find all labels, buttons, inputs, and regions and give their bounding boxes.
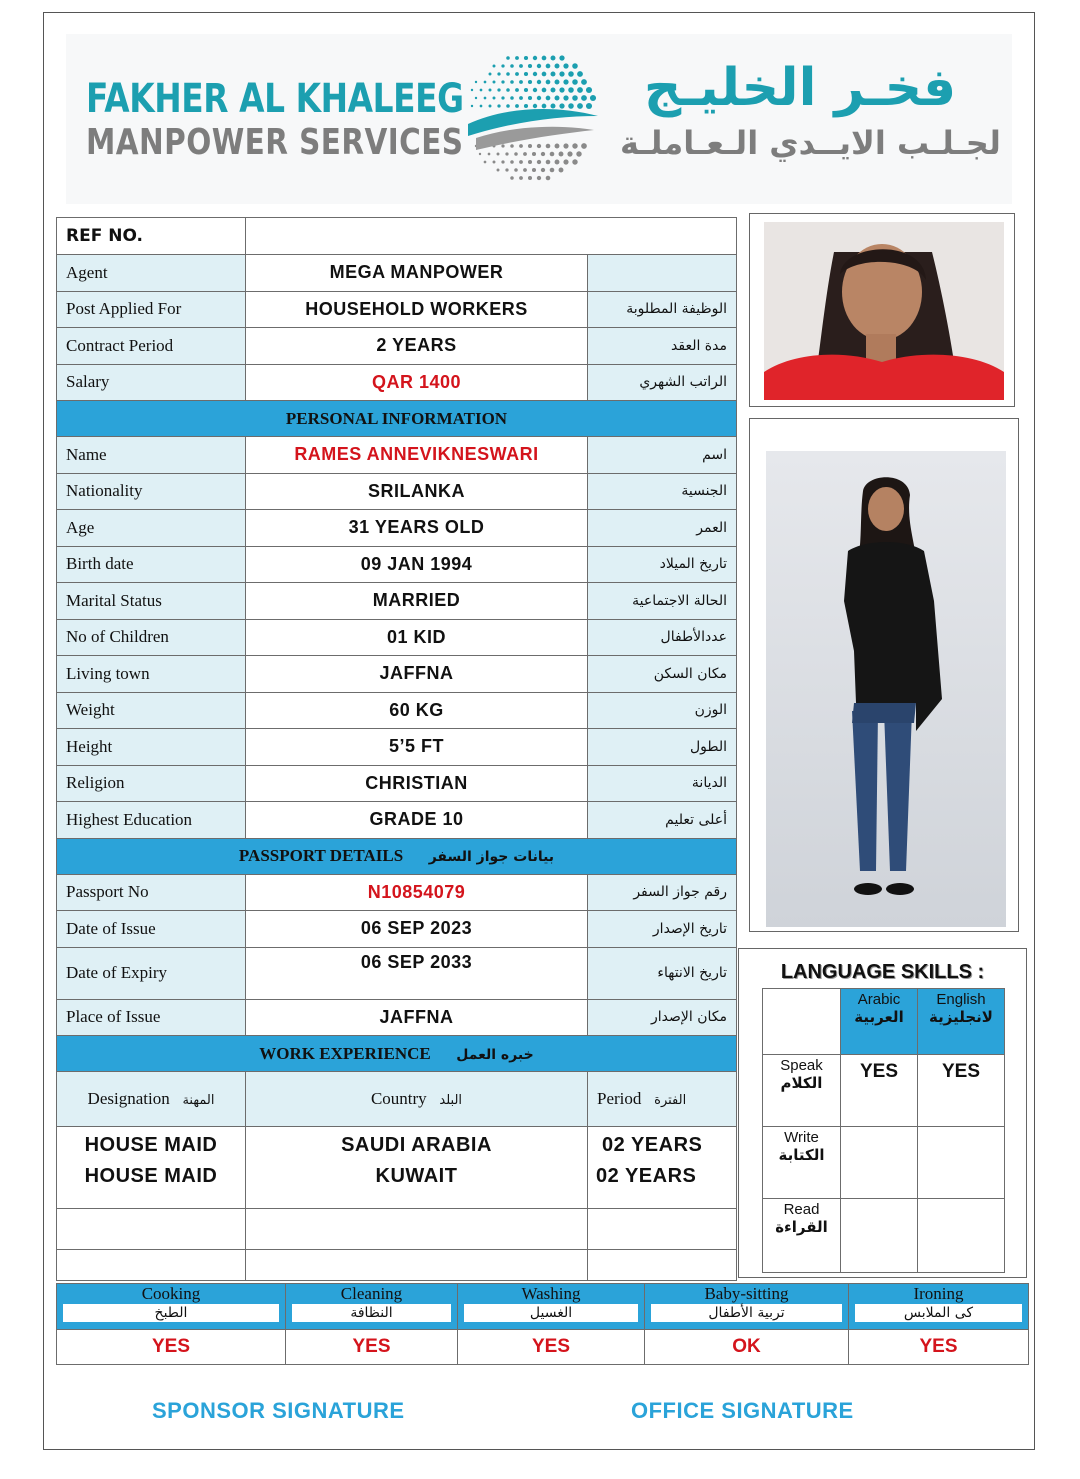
- skill-value-baby-sitting: OK: [645, 1330, 849, 1365]
- work-designation: HOUSE MAID: [57, 1127, 246, 1165]
- skill-value-cleaning: YES: [286, 1330, 458, 1365]
- row-value: JAFFNA: [246, 656, 588, 693]
- detail-row: [57, 765, 737, 802]
- row-value: N10854079: [246, 874, 588, 911]
- work-experience-section: [57, 1036, 737, 1072]
- row-value: 60 KG: [246, 692, 588, 729]
- brand-subtitle-en: MANPOWER SERVICES: [86, 122, 464, 163]
- row-label: Marital Status: [57, 583, 246, 620]
- work-period: [588, 1250, 737, 1281]
- row-value: QAR 1400: [246, 364, 588, 401]
- detail-row: [57, 947, 737, 999]
- work-country: SAUDI ARABIA: [246, 1127, 588, 1165]
- section-title-ar: بيانات جواز السفر: [428, 849, 555, 865]
- detail-row: [57, 692, 737, 729]
- row-label: Agent: [57, 255, 246, 292]
- detail-row: [57, 874, 737, 911]
- full-body-photo: [749, 418, 1019, 932]
- detail-row: [57, 364, 737, 401]
- row-label: Weight: [57, 692, 246, 729]
- detail-row: [57, 656, 737, 693]
- cv-details-table: [56, 217, 737, 1072]
- row-label-ar: الديانة: [588, 765, 737, 802]
- work-designation: [57, 1250, 246, 1281]
- household-skills-table: [56, 1283, 1029, 1365]
- section-title: PERSONAL INFORMATION: [285, 408, 508, 428]
- language-skills-title: LANGUAGE SKILLS :: [780, 961, 985, 983]
- row-label-ar: [588, 255, 737, 292]
- language-col-arabic: Arabic العربية: [841, 989, 918, 1055]
- row-value: JAFFNA: [246, 999, 588, 1036]
- language-row-speak: Speak الكلام: [763, 1055, 841, 1127]
- work-country: [246, 1209, 588, 1250]
- sponsor-signature-label: SPONSOR SIGNATURE: [152, 1398, 405, 1423]
- row-label-ar: تاريخ الإصدار: [588, 911, 737, 948]
- work-period: 02 YEARS: [588, 1165, 737, 1209]
- detail-row: [57, 437, 737, 474]
- ref-row: [57, 218, 737, 255]
- row-value: 31 YEARS OLD: [246, 510, 588, 547]
- headshot-photo: [749, 213, 1015, 407]
- row-value: CHRISTIAN: [246, 765, 588, 802]
- language-row-write: Write الكتابة: [763, 1127, 841, 1199]
- row-label: Living town: [57, 656, 246, 693]
- read-arabic-value: [841, 1199, 918, 1273]
- row-label: Birth date: [57, 546, 246, 583]
- work-designation: HOUSE MAID: [57, 1165, 246, 1209]
- full-body-icon: [766, 451, 1006, 927]
- row-label: Religion: [57, 765, 246, 802]
- row-value: HOUSEHOLD WORKERS: [246, 291, 588, 328]
- row-label-ar: اسم: [588, 437, 737, 474]
- row-label-ar: مدة العقد: [588, 328, 737, 365]
- row-label-ar: الحالة الاجتماعية: [588, 583, 737, 620]
- detail-row: [57, 291, 737, 328]
- row-label-ar: رقم جواز السفر: [588, 874, 737, 911]
- designation-header: Designation المهنة: [57, 1072, 246, 1127]
- row-label: No of Children: [57, 619, 246, 656]
- row-label-ar: أعلى تعليم: [588, 802, 737, 839]
- skill-header-cooking: Cooking الطبخ: [57, 1284, 286, 1330]
- language-col-english: English لانجليزية: [918, 989, 1005, 1055]
- country-header: Country البلد: [246, 1072, 588, 1127]
- row-label: Age: [57, 510, 246, 547]
- row-label-ar: مكان السكن: [588, 656, 737, 693]
- detail-row: [57, 729, 737, 766]
- detail-row: [57, 473, 737, 510]
- row-label: Name: [57, 437, 246, 474]
- row-value: 06 SEP 2023: [246, 911, 588, 948]
- language-row-read: Read القراءة: [763, 1199, 841, 1273]
- work-country: [246, 1250, 588, 1281]
- row-label: Post Applied For: [57, 291, 246, 328]
- detail-row: [57, 999, 737, 1036]
- row-label: Passport No: [57, 874, 246, 911]
- write-arabic-value: [841, 1127, 918, 1199]
- speak-arabic-value: YES: [841, 1055, 918, 1127]
- personal-info-section: [57, 401, 737, 437]
- row-value: GRADE 10: [246, 802, 588, 839]
- skill-value-cooking: YES: [57, 1330, 286, 1365]
- speak-english-value: YES: [918, 1055, 1005, 1127]
- row-label-ar: مكان الإصدار: [588, 999, 737, 1036]
- period-header: Period الفترة: [588, 1072, 737, 1127]
- ref-value: [246, 218, 737, 255]
- row-label: Height: [57, 729, 246, 766]
- row-label-ar: العمر: [588, 510, 737, 547]
- row-label: Highest Education: [57, 802, 246, 839]
- row-value: SRILANKA: [246, 473, 588, 510]
- work-period: [588, 1209, 737, 1250]
- row-label-ar: الراتب الشهري: [588, 364, 737, 401]
- row-value: 5’5 FT: [246, 729, 588, 766]
- skill-value-washing: YES: [458, 1330, 645, 1365]
- work-experience-table: [56, 1071, 737, 1281]
- skill-header-ironing: Ironing کی الملابس: [849, 1284, 1029, 1330]
- language-skills-panel: [738, 948, 1027, 1278]
- passport-section: [57, 838, 737, 874]
- language-skills-table: [762, 988, 1005, 1273]
- headshot-icon: [764, 222, 1004, 400]
- row-label-ar: الجنسية: [588, 473, 737, 510]
- work-period: 02 YEARS: [588, 1127, 737, 1165]
- globe-dots-logo-icon: [462, 46, 602, 186]
- read-english-value: [918, 1199, 1005, 1273]
- detail-row: [57, 802, 737, 839]
- office-signature-label: OFFICE SIGNATURE: [631, 1398, 854, 1423]
- brand-subtitle-ar: لجـلـب الايــدي الـعـاملـة: [620, 124, 1001, 162]
- row-label: Salary: [57, 364, 246, 401]
- row-value: MEGA MANPOWER: [246, 255, 588, 292]
- row-label-ar: الطول: [588, 729, 737, 766]
- row-value: 01 KID: [246, 619, 588, 656]
- brand-name-ar: فخـر الخليـج: [643, 58, 957, 118]
- row-label: Place of Issue: [57, 999, 246, 1036]
- row-label-ar: الوظيفة المطلوبة: [588, 291, 737, 328]
- row-label-ar: تاريخ الانتهاء: [588, 947, 737, 999]
- work-country: KUWAIT: [246, 1165, 588, 1209]
- skill-header-washing: Washing الغسيل: [458, 1284, 645, 1330]
- detail-row: [57, 510, 737, 547]
- row-label-ar: تاريخ الميلاد: [588, 546, 737, 583]
- row-value: 2 YEARS: [246, 328, 588, 365]
- ref-label: REF NO.: [57, 218, 246, 255]
- row-label: Nationality: [57, 473, 246, 510]
- row-value: RAMES ANNEVIKNESWARI: [246, 437, 588, 474]
- detail-row: [57, 619, 737, 656]
- language-corner-cell: [763, 989, 841, 1055]
- detail-row: [57, 328, 737, 365]
- row-value: 09 JAN 1994: [246, 546, 588, 583]
- detail-row: [57, 911, 737, 948]
- row-label-ar: الوزن: [588, 692, 737, 729]
- row-label: Contract Period: [57, 328, 246, 365]
- brand-name-en: FAKHER AL KHALEEG: [86, 76, 464, 122]
- section-title: PASSPORT DETAILS: [238, 846, 404, 865]
- row-label: Date of Expiry: [57, 947, 246, 999]
- skill-header-cleaning: Cleaning النظافة: [286, 1284, 458, 1330]
- row-value: 06 SEP 2033: [246, 947, 588, 999]
- row-label-ar: عددالأطفال: [588, 619, 737, 656]
- skill-header-baby-sitting: Baby-sitting تربية الأطفال: [645, 1284, 849, 1330]
- row-value: MARRIED: [246, 583, 588, 620]
- section-title-ar: خبره العمل: [456, 1046, 534, 1063]
- work-designation: [57, 1209, 246, 1250]
- write-english-value: [918, 1127, 1005, 1199]
- detail-row: [57, 255, 737, 292]
- row-label: Date of Issue: [57, 911, 246, 948]
- detail-row: [57, 546, 737, 583]
- skill-value-ironing: YES: [849, 1330, 1029, 1365]
- section-title: WORK EXPERIENCE: [259, 1043, 431, 1063]
- detail-row: [57, 583, 737, 620]
